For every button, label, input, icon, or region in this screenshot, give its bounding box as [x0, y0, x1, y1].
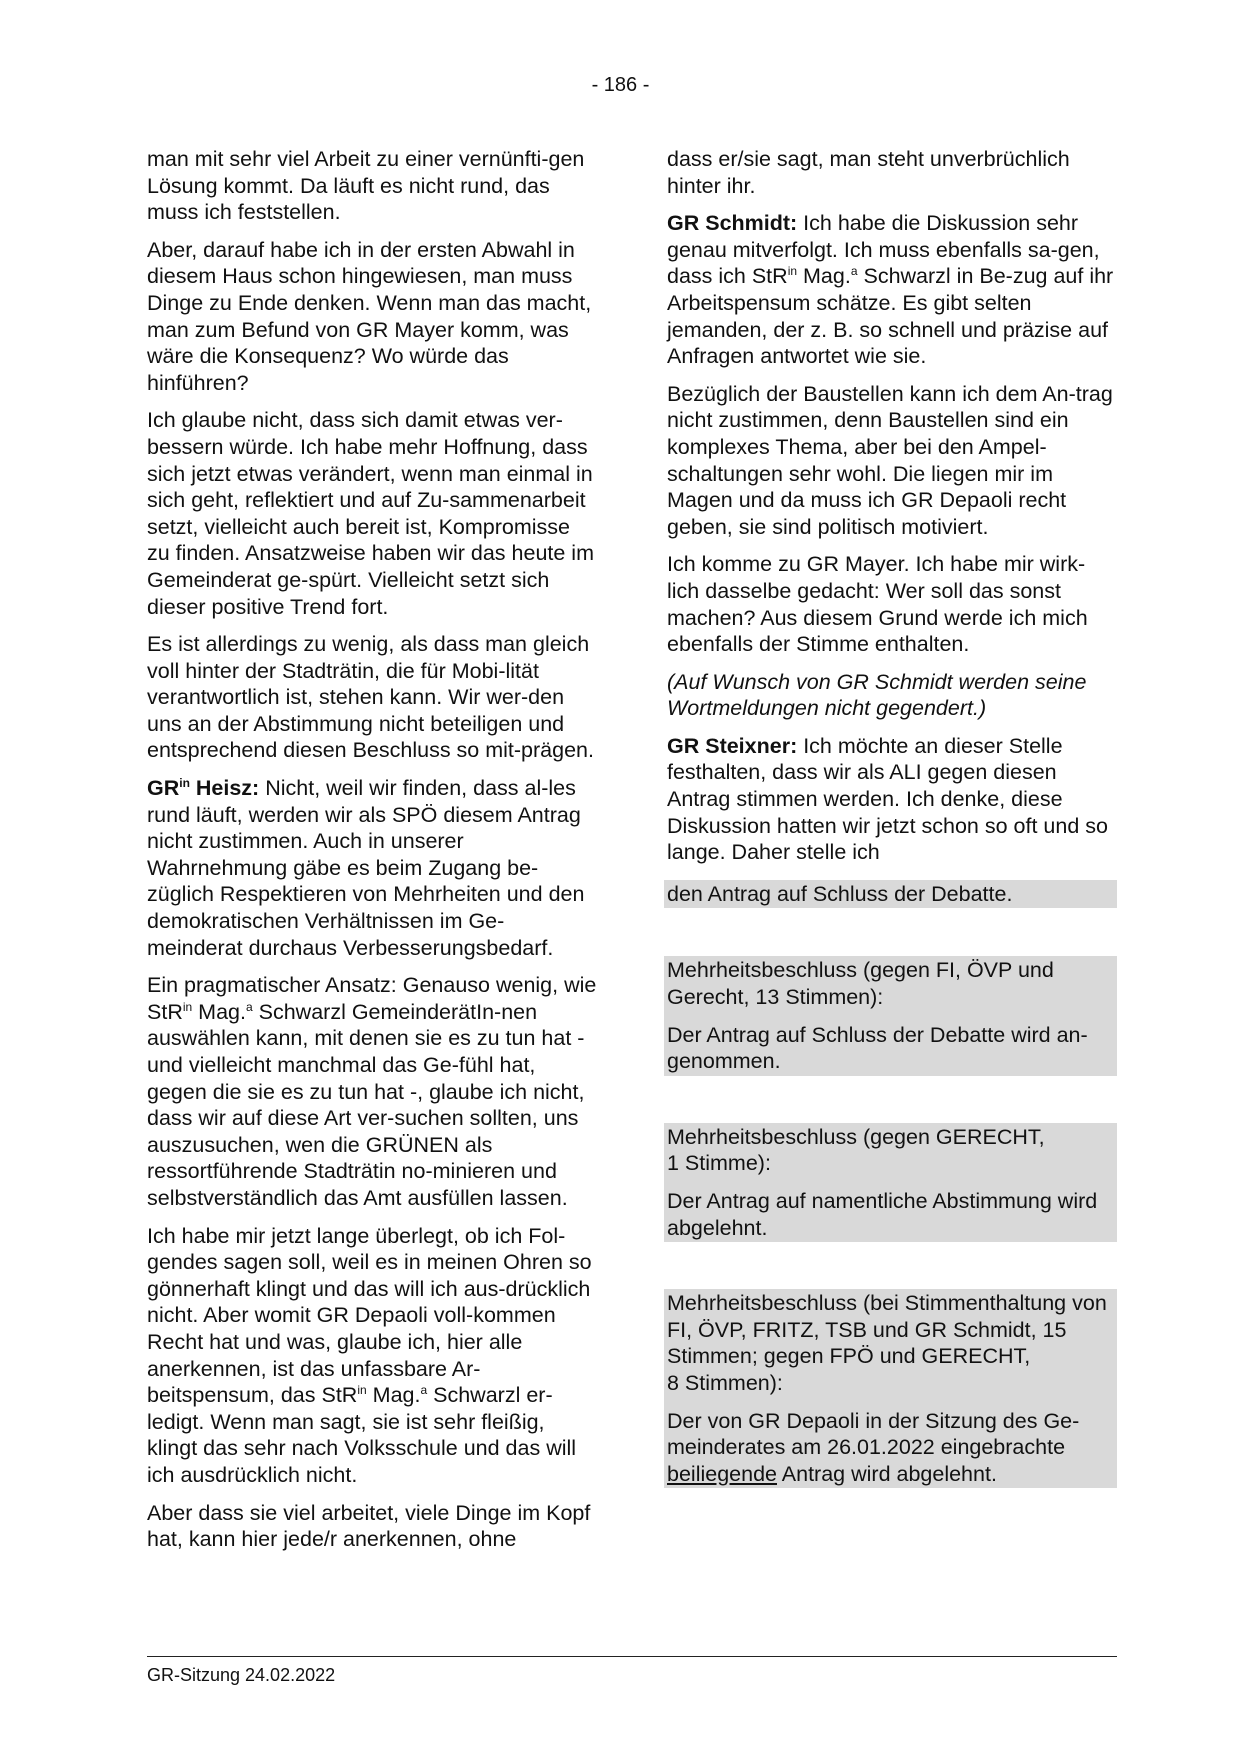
resolution-heading: Mehrheitsbeschluss (gegen GERECHT, 1 Stimme): [667, 1124, 1045, 1176]
speaker-name: GR Steixner: [667, 733, 798, 758]
resolution-text: Der Antrag auf namentliche Abstimmung wird abgelehnt. [667, 1189, 1098, 1240]
speaker-name: $GR^{in}$ Heisz: [147, 775, 260, 801]
paragraph: Ich habe mir jetzt lange überlegt, ob ich Fol-gendes sagen soll, weil es in meinen Ohren so gönnerhaft klingt und das will ich aus-drücklich nicht. Aber womit GR Depaoli voll-kommen Recht hat und was, glaube ich, hier alle anerkennen, ist das unfassbare Ar-beitspensum, das StR$^{in}$ Mag.$^a$ Schwarzl er-ledigt. Wenn man sagt, sie ist sehr fleißig, klingt das sehr nach Volksschule und das will ich ausdrücklich nicht. [147, 1223, 592, 1487]
speech-schmidt: GR Schmidt: Ich habe die Diskussion sehr genau mitverfolgt. Ich muss ebenfalls sa-gen, dass ich StR$^{in}$ Mag.$^a$ Schwarzl in Be-zug auf ihr Arbeitspensum schätze. Es gibt selten jemanden, der z. B. so schnell und präzise auf Anfragen antwortet wie sie. [667, 211, 1114, 369]
paragraph: Bezüglich der Baustellen kann ich dem An-trag nicht zustimmen, denn Baustellen sind ein komplexes Thema, aber bei den Ampel-schaltungen sehr wohl. Die liegen mir im Magen und da muss ich GR Depaoli recht geben, sie sind politisch motiviert. [667, 381, 1113, 539]
footer-text: GR-Sitzung 24.02.2022 [147, 1665, 336, 1685]
speaker-name: GR Schmidt: [667, 211, 798, 236]
resolution-box-1 [664, 956, 1117, 1075]
resolution-box-3 [664, 1289, 1117, 1488]
resolution-heading: Mehrheitsbeschluss (gegen FI, ÖVP und Gerecht, 13 Stimmen): [667, 958, 1054, 1010]
paragraph: man mit sehr viel Arbeit zu einer vernünfti-gen Lösung kommt. Da läuft es nicht rund, das muss ich feststellen. [147, 147, 585, 225]
resolution-text: Der Antrag auf Schluss der Debatte wird an-genommen. [667, 1022, 1088, 1074]
editorial-note: (Auf Wunsch von GR Schmidt werden seine Wortmeldungen nicht gegendert.) [667, 669, 1087, 721]
paragraph: Aber, darauf habe ich in der ersten Abwahl in diesem Haus schon hingewiesen, man muss Dinge zu Ende denken. Wenn man das macht, man zum Befund von GR Mayer komm, was wäre die Konsequenz? Wo würde das hinführen? [147, 237, 592, 395]
motion-text: den Antrag auf Schluss der Debatte. [667, 881, 1013, 906]
paragraph: Ich komme zu GR Mayer. Ich habe mir wirk-lich dasselbe gedacht: Wer soll das sonst machen? Aus diesem Grund werde ich mich ebenfalls der Stimme enthalten. [667, 552, 1088, 657]
footer-divider [147, 1656, 1117, 1657]
paragraph: Ein pragmatischer Ansatz: Genauso wenig, wie StR$^{in}$ Mag.$^a$ Schwarzl GemeinderätIn-nen auswählen kann, mit denen sie es zu tun hat - und vielleicht manchmal das Ge-fühl hat, gegen die sie es zu tun hat -, glaube ich nicht, dass wir auf diese Art ver-suchen sollten, uns auszusuchen, wen die GRÜNEN als ressortführende Stadträtin no-minieren und selbstverständlich das Amt ausfüllen lassen. [147, 973, 597, 1210]
paragraph: Es ist allerdings zu wenig, als dass man gleich voll hinter der Stadträtin, die für Mobi-lität verantwortlich ist, stehen kann. Wir wer-den uns an der Abstimmung nicht beteiligen und entsprechend diesen Beschluss so mit-prägen. [147, 632, 594, 763]
speech-text: Ich möchte an dieser Stelle festhalten, dass wir als ALI gegen diesen Antrag stimmen werden. Ich denke, diese Diskussion hatten wir jetzt schon so oft und so lange. Daher stelle ich [667, 733, 1108, 865]
left-column [147, 146, 597, 1564]
right-column [667, 146, 1117, 1488]
speech-text: Nicht, weil wir finden, dass al-les rund läuft, werden wir als SPÖ diesem Antrag nicht zustimmen. Auch in unserer Wahrnehmung gäbe es beim Zugang be-züglich Respektieren von Mehrheiten und den demokratischen Verhältnissen im Ge-meinderat durchaus Verbesserungsbedarf. [147, 776, 585, 960]
motion-box [664, 880, 1117, 909]
attachment-link[interactable]: beiliegende [667, 1461, 777, 1486]
speech-heisz [147, 775, 597, 961]
resolution-heading: Mehrheitsbeschluss (bei Stimmenthaltung von FI, ÖVP, FRITZ, TSB und GR Schmidt, 15 Stimmen; gegen FPÖ und GERECHT, 8 Stimmen): [667, 1291, 1107, 1395]
speech-steixner [667, 733, 1117, 866]
paragraph: Aber dass sie viel arbeitet, viele Dinge im Kopf hat, kann hier jede/r anerkennen, ohne [147, 1500, 591, 1552]
paragraph: Ich glaube nicht, dass sich damit etwas ver-bessern würde. Ich habe mehr Hoffnung, dass sich jetzt etwas verändert, wenn man einmal in sich geht, reflektiert und auf Zu-sammenarbeit setzt, vielleicht auch bereit ist, Kompromisse zu finden. Ansatzweise haben wir das heute im Gemeinderat ge-spürt. Vielleicht setzt sich dieser positive Trend fort. [147, 408, 594, 619]
paragraph: dass er/sie sagt, man steht unverbrüchlich hinter ihr. [667, 147, 1070, 198]
resolution-box-2 [664, 1123, 1117, 1242]
page-number: - 186 - [591, 74, 650, 96]
resolution-text: Der von GR Depaoli in der Sitzung des Ge-meinderates am 26.01.2022 eingebrachte beiliegende Antrag wird abgelehnt. [667, 1408, 1080, 1486]
